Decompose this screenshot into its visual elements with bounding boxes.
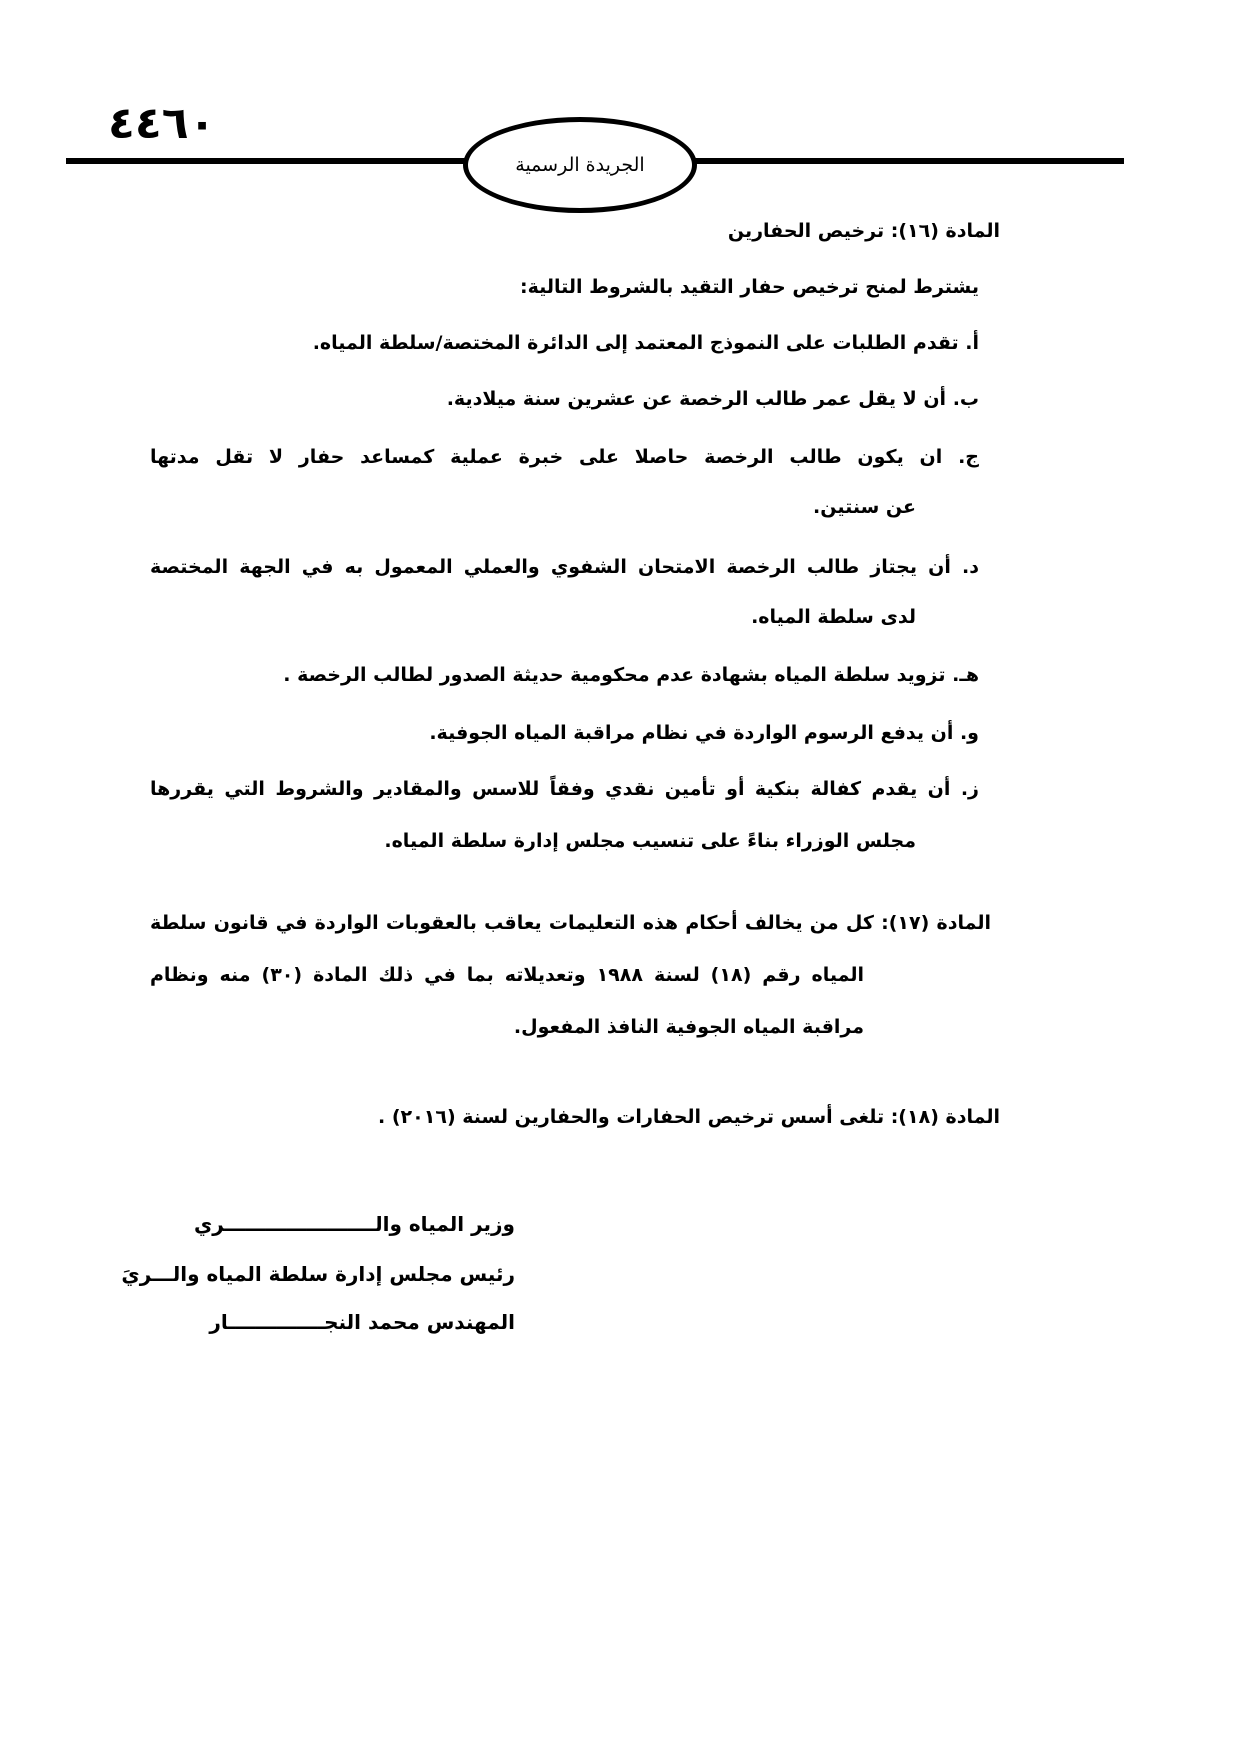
- condition-c-line1: ج. ان يكون طالب الرخصة حاصلا على خبرة عملية كمساعد حفار لا تقل مدتها: [150, 446, 979, 468]
- condition-h: هـ. تزويد سلطة المياه بشهادة عدم محكومية حديثة الصدور لطالب الرخصة .: [283, 664, 979, 686]
- condition-a: أ. تقدم الطلبات على النموذج المعتمد إلى الدائرة المختصة/سلطة المياه.: [312, 332, 979, 354]
- gazette-title-oval: [463, 117, 697, 213]
- condition-b: ب. أن لا يقل عمر طالب الرخصة عن عشرين سنة ميلادية.: [446, 388, 979, 410]
- condition-d-line2: لدى سلطة المياه.: [751, 606, 916, 628]
- condition-c-line2: عن سنتين.: [813, 496, 916, 518]
- gazette-title: الجريدة الرسمية: [515, 154, 645, 176]
- signature-board-chair: رئيس مجلس إدارة سلطة المياه والـــريَ: [121, 1262, 515, 1286]
- page-number: ٤٤٦٠: [108, 98, 216, 149]
- article-17-line2: المياه رقم (١٨) لسنة ١٩٨٨ وتعديلاته بما في ذلك المادة (٣٠) منه ونظام: [150, 964, 864, 986]
- condition-w: و. أن يدفع الرسوم الواردة في نظام مراقبة المياه الجوفية.: [429, 722, 979, 744]
- article-17-line1: المادة (١٧): كل من يخالف أحكام هذه التعليمات يعاقب بالعقوبات الواردة في قانون سلطة: [150, 912, 992, 934]
- article-16-intro: يشترط لمنح ترخيص حفار التقيد بالشروط التالية:: [519, 276, 979, 298]
- signature-minister: وزير المياه والــــــــــــــــــــــري: [193, 1212, 515, 1236]
- article-17-line3: مراقبة المياه الجوفية النافذ المفعول.: [513, 1016, 864, 1038]
- condition-z-line2: مجلس الوزراء بناءً على تنسيب مجلس إدارة سلطة المياه.: [384, 830, 916, 852]
- article-18: المادة (١٨): تلغى أسس ترخيص الحفارات والحفارين لسنة (٢٠١٦) .: [378, 1106, 1000, 1128]
- signature-name: المهندس محمد النجــــــــــــــار: [209, 1310, 515, 1334]
- article-16-title: المادة (١٦): ترخيص الحفارين: [727, 220, 1000, 242]
- condition-z-line1: ز. أن يقدم كفالة بنكية أو تأمين نقدي وفقاً للاسس والمقادير والشروط التي يقررها: [150, 778, 979, 800]
- condition-d-line1: د. أن يجتاز طالب الرخصة الامتحان الشفوي والعملي المعمول به في الجهة المختصة: [150, 556, 979, 578]
